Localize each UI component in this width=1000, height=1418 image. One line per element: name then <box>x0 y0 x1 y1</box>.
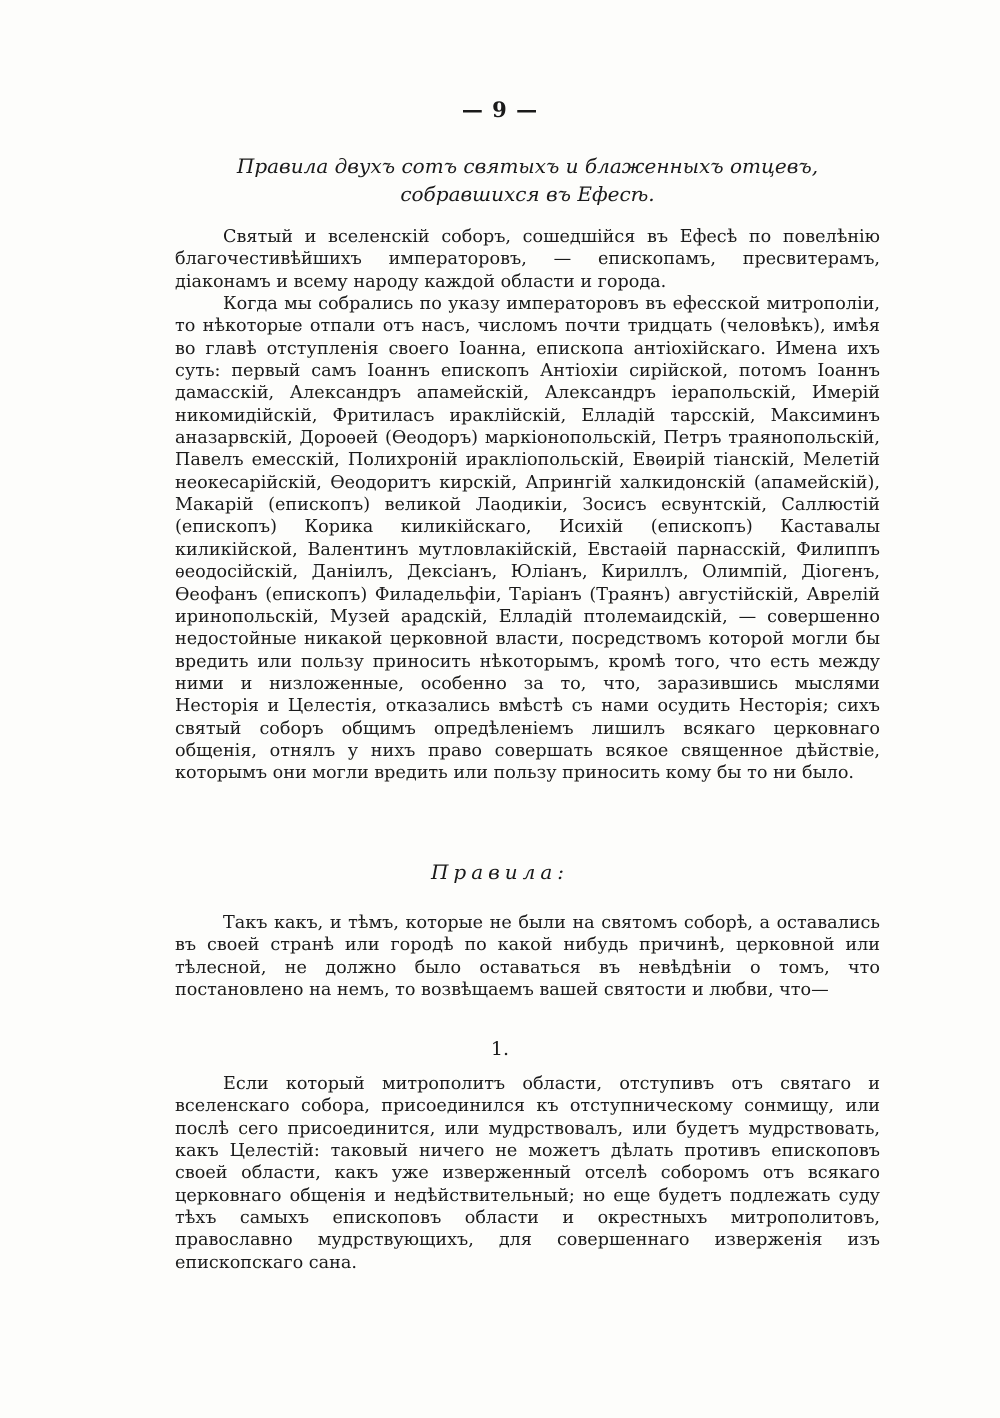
intro-paragraph: Когда мы собрались по указу императоровъ въ ефесской митрополіи, то нѣкоторые отпали отъ насъ, числомъ почти тридцать (человѣкъ), имѣя во главѣ отступленія своего Іоанна, епископа антіохійскаго. Имена ихъ суть: первый самъ Іоаннъ епископъ Антіохіи сирійской, потомъ Іоаннъ дамасскій, Александръ апамейскій, Александръ іерапольскій, Имерій никомидійскій, Фритиласъ ираклійскій, Елладій тарсскій, Максиминъ аназарвскій, Дороѳей (Ѳеодоръ) маркіонопольскій, Петръ траянопольскій, Павелъ емесскій, Полихроній иракліопольскій, Евѳирій тіанскій, Мелетій неокесарійскій, Ѳеодоритъ кирскій, Апрингій халкидонскій (апамейскій), Макарій (епископъ) великой Лаодикіи, Зосисъ есвунтскій, Саллюстій (епископъ) Корика киликійскаго, Исихій (епископъ) Каставалы киликійской, Валентинъ мутловлакійскій, Евстаѳій парнасскій, Филиппъ ѳеодосійскій, Даніилъ, Дексіанъ, Юліанъ, Кириллъ, Олимпій, Діогенъ, Ѳеофанъ (епископъ) Филадельфіи, Таріанъ (Траянъ) августійскій, Аврелій иринопольскій, Музей арадскій, Елладій птолемаидскій, — совершенно недостойные никакой церковной власти, посредствомъ которой могли бы вредить или пользу приносить нѣкоторымъ, кромѣ того, что есть между ними и низложенные, особенно за то, что, заразившись мыслями Несторія и Целестія, отказались вмѣстѣ съ нами осудить Несторія; сихъ святый соборъ общимъ опредѣленіемъ лишилъ всякаго церковнаго общенія, отнялъ у нихъ право совершать всякое священное дѣйствіе, которымъ они могли вредить или пользу приносить кому бы то ни было. <box>175 294 880 784</box>
intro-section <box>175 226 880 785</box>
intro-paragraph: Святый и вселенскій соборъ, сошедшійся въ Ефесѣ по повелѣнію благочестивѣйшихъ императоровъ, — епископамъ, пресвитерамъ, діаконамъ и всему народу каждой области и города. <box>175 227 880 292</box>
document-title: Правила двухъ сотъ святыхъ и блаженныхъ отцевъ, собравшихся въ Ефесѣ. <box>236 154 819 206</box>
rule-section <box>175 1073 880 1274</box>
rule-paragraph: Если который митрополитъ области, отступивъ отъ святаго и вселенскаго собора, присоединился къ отступническому сонмищу, или послѣ сего присоединится, или мудрствовалъ, или будетъ мудрствовать, какъ Целестій: таковый ничего не можетъ дѣлать противъ епископовъ своей области, какъ уже изверженный отселѣ соборомъ отъ всякаго церковнаго общенія и недѣйствительный; но еще будетъ подлежать суду тѣхъ самыхъ епископовъ области и окрестныхъ митрополитовъ, православно мудрствующихъ, для совершеннаго изверженія изъ епископскаго сана. <box>175 1074 880 1273</box>
rules-heading: Правила: <box>430 860 570 884</box>
page-number: — 9 — <box>461 97 539 122</box>
preamble-section <box>175 912 880 1001</box>
preamble-paragraph: Такъ какъ, и тѣмъ, которые не были на святомъ соборѣ, а оставались въ своей странѣ или городѣ по какой нибудь причинѣ, церковной или тѣлесной, не должно было оставаться въ невѣдѣніи о томъ, что постановлено на немъ, то возвѣщаемъ вашей святости и любви, что— <box>175 913 880 1001</box>
rule-number: 1. <box>490 1038 510 1060</box>
